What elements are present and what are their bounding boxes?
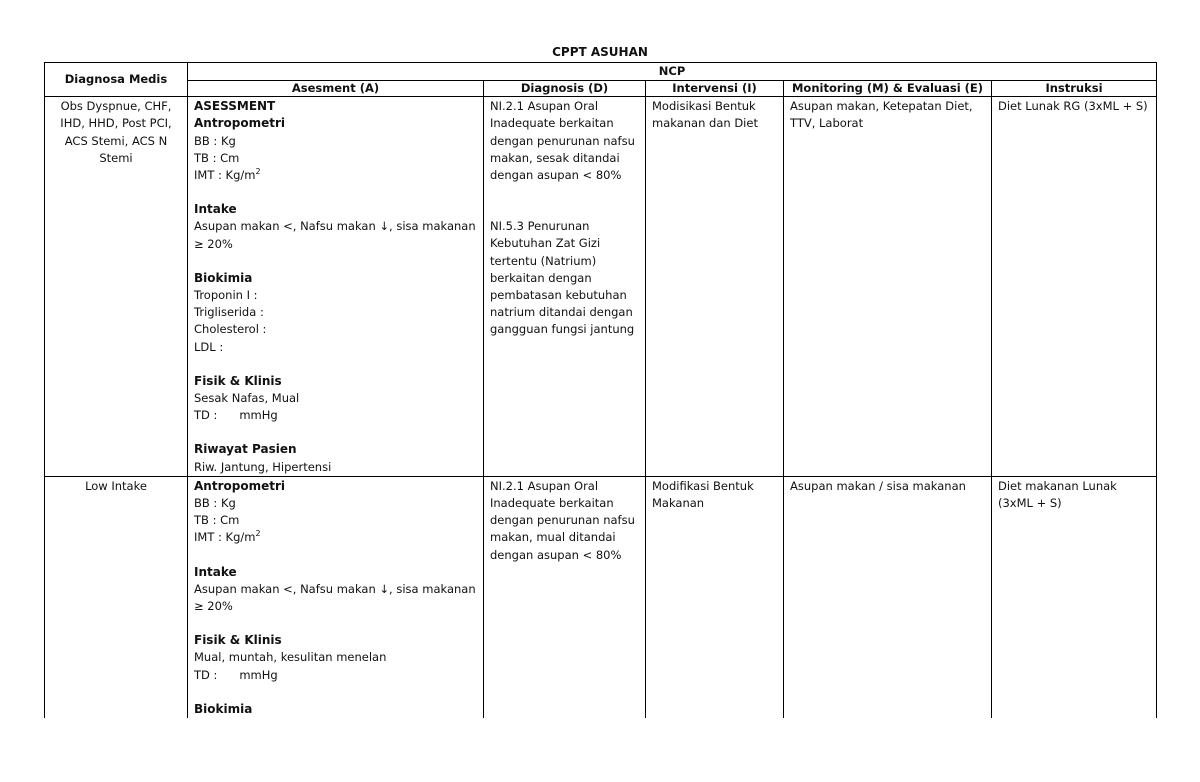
text-line: Diet Lunak RG (3xML + S) (998, 99, 1148, 114)
header-intervensi: Intervensi (I) (646, 81, 784, 97)
text-line: dengan asupan < 80% (490, 547, 622, 562)
text-line: TD : mmHg (194, 408, 278, 423)
text-line: TTV, Laborat (790, 116, 864, 131)
section-heading: Fisik & Klinis (194, 373, 282, 388)
section-heading: ASESSMENT (194, 99, 276, 114)
text-line: LDL : (194, 339, 224, 354)
superscript: 2 (255, 529, 261, 539)
text-line: makanan dan Diet (652, 116, 758, 131)
text-line: Mual, muntah, kesulitan menelan (194, 650, 387, 665)
document-title: CPPT ASUHAN (552, 45, 648, 59)
superscript: 2 (255, 167, 261, 177)
cell-diagnosa-medis (45, 476, 188, 718)
cell-monitoring (784, 97, 992, 477)
text-line: makan, mual ditandai (490, 530, 616, 545)
text-line: Inadequate berkaitan (490, 116, 614, 131)
text-line: Inadequate berkaitan (490, 496, 614, 511)
table-row (45, 476, 1157, 718)
text-line: dengan penurunan nafsu (490, 133, 635, 148)
text-line: Asupan makan, Ketepatan Diet, (790, 99, 973, 114)
section-heading: Intake (194, 202, 237, 217)
imt-label: IMT : Kg/m (194, 168, 256, 183)
text-line: berkaitan dengan (490, 270, 592, 285)
cell-monitoring (784, 476, 992, 718)
cell-diagnosa-medis (45, 97, 188, 477)
cell-asesment (188, 476, 484, 718)
text-line: NI.2.1 Asupan Oral (490, 478, 599, 493)
text-line: ≥ 20% (194, 236, 233, 251)
text-line: Asupan makan <, Nafsu makan ↓, sisa makanan (194, 219, 476, 234)
text-line: natrium ditandai dengan (490, 305, 633, 320)
text-line: Trigliserida : (194, 305, 264, 320)
text-line: Asupan makan <, Nafsu makan ↓, sisa makanan (194, 581, 476, 596)
text-line: Modisikasi Bentuk (652, 99, 756, 114)
text-line: Cholesterol : (194, 322, 267, 337)
text-line (194, 167, 477, 184)
section-heading: Riwayat Pasien (194, 442, 297, 457)
text-line: Makanan (652, 496, 705, 511)
header-diagnosis: Diagnosis (D) (484, 81, 646, 97)
section-heading: Intake (194, 564, 237, 579)
text-line: TB : Cm (194, 513, 240, 528)
text-line: makan, sesak ditandai (490, 150, 620, 165)
cell-diagnosis (484, 476, 646, 718)
text-line: Troponin I : (194, 288, 258, 303)
text-line: gangguan fungsi jantung (490, 322, 635, 337)
text-line: Diet makanan Lunak (998, 478, 1117, 493)
text-line: ≥ 20% (194, 599, 233, 614)
section-heading: Fisik & Klinis (194, 633, 282, 648)
text-line: ACS Stemi, ACS N (64, 133, 168, 148)
text-line: NI.2.1 Asupan Oral (490, 99, 599, 114)
text-line: NI.5.3 Penurunan (490, 219, 590, 234)
cell-instruksi (992, 97, 1157, 477)
text-line: Sesak Nafas, Mual (194, 391, 300, 406)
text-line: Stemi (99, 150, 133, 165)
cell-asesment (188, 97, 484, 477)
text-line: IHD, HHD, Post PCI, (60, 116, 172, 131)
text-line (194, 529, 477, 546)
cppt-table (44, 62, 1157, 718)
section-heading: Antropometri (194, 478, 285, 493)
text-line: dengan asupan < 80% (490, 168, 622, 183)
header-diagnosa-medis: Diagnosa Medis (45, 63, 188, 97)
section-heading: Antropometri (194, 116, 285, 131)
text-line: (3xML + S) (998, 496, 1062, 511)
text-line: Asupan makan / sisa makanan (790, 478, 966, 493)
text-line: dengan penurunan nafsu (490, 513, 635, 528)
header-instruksi: Instruksi (992, 81, 1157, 97)
section-heading: Biokimia (194, 701, 253, 716)
text-line: BB : Kg (194, 133, 236, 148)
text-line: Obs Dyspnue, CHF, (60, 99, 172, 114)
imt-label: IMT : Kg/m (194, 530, 256, 545)
section-heading: Biokimia (194, 270, 253, 285)
text-line: BB : Kg (194, 496, 236, 511)
text-line: TD : mmHg (194, 667, 278, 682)
text-line: Kebutuhan Zat Gizi (490, 236, 601, 251)
text-line: pembatasan kebutuhan (490, 288, 627, 303)
cell-instruksi (992, 476, 1157, 718)
cell-intervensi (646, 476, 784, 718)
cell-diagnosis (484, 97, 646, 477)
text-line: tertentu (Natrium) (490, 253, 597, 268)
text-line: Low Intake (85, 478, 147, 493)
text-line: Modifikasi Bentuk (652, 478, 754, 493)
table-row (45, 97, 1157, 477)
text-line: TB : Cm (194, 150, 240, 165)
cell-intervensi (646, 97, 784, 477)
text-line: Riw. Jantung, Hipertensi (194, 459, 332, 474)
header-asesment: Asesment (A) (188, 81, 484, 97)
header-monitoring: Monitoring (M) & Evaluasi (E) (784, 81, 992, 97)
header-ncp: NCP (188, 63, 1157, 81)
